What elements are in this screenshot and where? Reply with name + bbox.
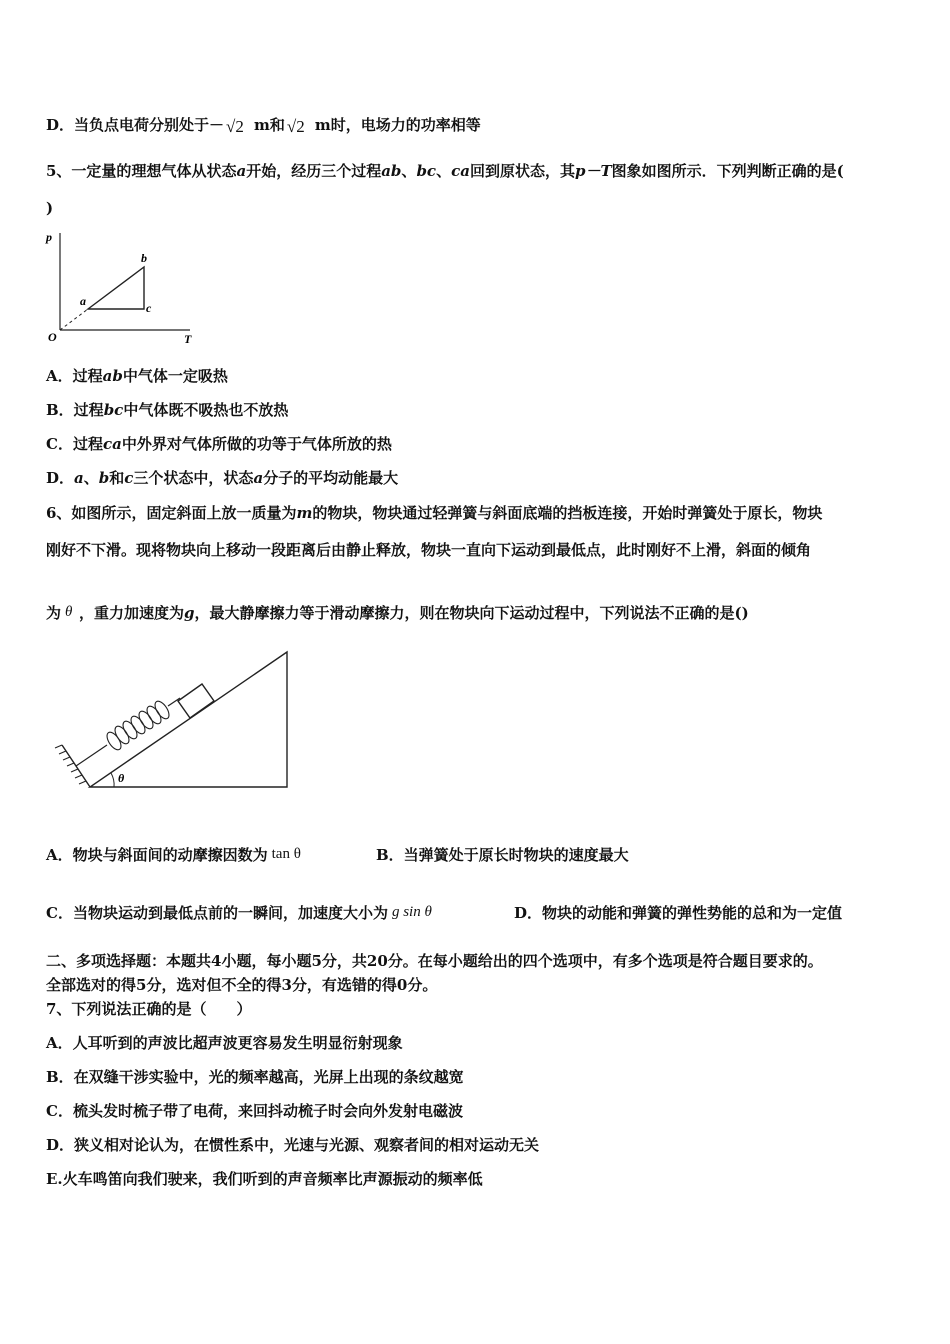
q5-stem-g: 、 bbox=[436, 162, 452, 180]
t-label: T bbox=[184, 332, 192, 345]
q5-stem-end: ) bbox=[46, 199, 54, 217]
incline-triangle bbox=[90, 652, 287, 787]
q7-option-c: C．梳头发时梳子带了电荷，来回抖动梳子时会向外发射电磁波 bbox=[46, 1102, 463, 1120]
q5d-c: c bbox=[124, 469, 134, 487]
sec2-line1: 二、多项选择题：本题共4小题，每小题5分，共20分。在每小题给出的四个选项中，有多个选项是符合题目要求的。 bbox=[46, 952, 823, 970]
incline-figure bbox=[52, 645, 302, 795]
q5-stem-a: 5、一定量的理想气体从状态 bbox=[46, 162, 237, 180]
q5b-var: bc bbox=[103, 401, 124, 419]
q4d-prefix: D．当负点电荷分别处于－ bbox=[46, 116, 225, 134]
q6a-text: A．物块与斜面间的动摩擦因数为 bbox=[46, 846, 268, 864]
c-label: c bbox=[146, 301, 152, 315]
q5-stem bbox=[46, 161, 844, 181]
q6-theta: θ bbox=[65, 604, 73, 620]
q5-stem-i: 回到原状态，其 bbox=[469, 162, 575, 180]
q6-stem-line3 bbox=[46, 603, 749, 623]
q5-option-a bbox=[46, 366, 228, 386]
q5b-post: 中气体既不吸热也不放热 bbox=[123, 401, 289, 419]
wall-hatching bbox=[55, 745, 86, 784]
q6-line1: 6、如图所示，固定斜面上放一质量为 bbox=[46, 504, 297, 522]
q7-option-e: E.火车鸣笛向我们驶来，我们听到的声音频率比声源振动的频率低 bbox=[46, 1170, 483, 1188]
q5b-pre: B．过程 bbox=[46, 401, 104, 419]
q4d-m2: m时，电场力的功率相等 bbox=[314, 116, 481, 134]
q5a-var: ab bbox=[102, 367, 123, 385]
q6-stem-line2: 刚好不下滑。现将物块向上移动一段距离后由静止释放，物块一直向下运动到最低点，此时刚好不上滑，斜面的倾角 bbox=[46, 541, 812, 559]
q5-stem-d: ab bbox=[381, 162, 402, 180]
q6-line3c: ，最大静摩擦力等于滑动摩擦力，则在物块向下运动过程中，下列说法不正确的是() bbox=[194, 604, 749, 622]
q5a-pre: A．过程 bbox=[46, 367, 103, 385]
q6-option-c bbox=[46, 903, 444, 923]
q6-option-b: B．当弹簧处于原长时物块的速度最大 bbox=[376, 846, 629, 864]
fig-theta-label: θ bbox=[118, 771, 125, 785]
q6-stem-line1 bbox=[46, 503, 822, 523]
a-label: a bbox=[80, 294, 86, 308]
q5-option-d bbox=[46, 468, 398, 488]
q5-stem-h: ca bbox=[451, 162, 470, 180]
q5d-s1: 、 bbox=[83, 469, 99, 487]
q5-stem-c: 开始，经历三个过程 bbox=[246, 162, 382, 180]
q5d-b: b bbox=[98, 469, 110, 487]
q5-option-c bbox=[46, 434, 392, 454]
q4d-m1: m和 bbox=[254, 116, 285, 134]
q5d-s3: 三个状态中，状态 bbox=[133, 469, 254, 487]
q5c-pre: C．过程 bbox=[46, 435, 103, 453]
q6a-expr: tan θ bbox=[271, 846, 301, 862]
b-label: b bbox=[141, 251, 147, 265]
sec2-line2: 全部选对的得5分，选对但不全的得3分，有选错的得0分。 bbox=[46, 976, 438, 994]
q5a-post: 中气体一定吸热 bbox=[122, 367, 228, 385]
q5d-a: a bbox=[74, 469, 84, 487]
q4-option-d bbox=[46, 115, 481, 135]
o-label: O bbox=[48, 330, 57, 344]
q5-stem-f: bc bbox=[416, 162, 437, 180]
q5d-post: 分子的平均动能最大 bbox=[263, 469, 399, 487]
q5-stem-b: a bbox=[236, 162, 247, 180]
spring-lead-left bbox=[76, 745, 107, 766]
block bbox=[178, 684, 214, 718]
sqrt2-2: √2 bbox=[286, 117, 305, 136]
q5-option-b bbox=[46, 400, 288, 420]
extension-dashed bbox=[60, 309, 88, 330]
angle-arc bbox=[111, 773, 114, 787]
q5d-a2: a bbox=[253, 469, 264, 487]
q5d-pre: D． bbox=[46, 469, 75, 487]
q7-option-a: A．人耳听到的声波比超声波更容易发生明显衍射现象 bbox=[46, 1034, 403, 1052]
q5-stem-k: 图象如图所示．下列判断正确的是( bbox=[611, 162, 844, 180]
p-label: p bbox=[46, 230, 52, 244]
q7-option-d: D．狭义相对论认为，在惯性系中，光速与光源、观察者间的相对运动无关 bbox=[46, 1136, 540, 1154]
sqrt2-1: √2 bbox=[226, 117, 244, 136]
q5c-post: 中外界对气体所做的功等于气体所放的热 bbox=[121, 435, 392, 453]
q5c-var: ca bbox=[102, 435, 122, 453]
q7-option-b: B．在双缝干涉实验中，光的频率越高，光屏上出现的条纹越宽 bbox=[46, 1068, 464, 1086]
q6c-text: C．当物块运动到最低点前的一瞬间，加速度大小为 bbox=[46, 904, 388, 922]
q5d-s2: 和 bbox=[109, 469, 125, 487]
pt-graph bbox=[40, 225, 200, 345]
abc-triangle bbox=[88, 267, 144, 309]
q6-g: g bbox=[184, 604, 195, 622]
q6-option-a bbox=[46, 845, 314, 865]
q6-line1b: 的物块，物块通过轻弹簧与斜面底端的挡板连接，开始时弹簧处于原长，物块 bbox=[312, 504, 823, 522]
q6-line3a: 为 bbox=[46, 604, 62, 622]
q6-option-d: D．物块的动能和弹簧的弹性势能的总和为一定值 bbox=[514, 904, 843, 922]
q7-stem: 7、下列说法正确的是（ ） bbox=[46, 1000, 252, 1018]
q6-line3b: ，重力加速度为 bbox=[79, 604, 185, 622]
q5-stem-j: p－T bbox=[574, 162, 612, 180]
spring-coils bbox=[104, 699, 171, 752]
q6c-expr: g sin θ bbox=[391, 904, 432, 920]
q6-m: m bbox=[296, 504, 313, 522]
q5-stem-e: 、 bbox=[401, 162, 417, 180]
